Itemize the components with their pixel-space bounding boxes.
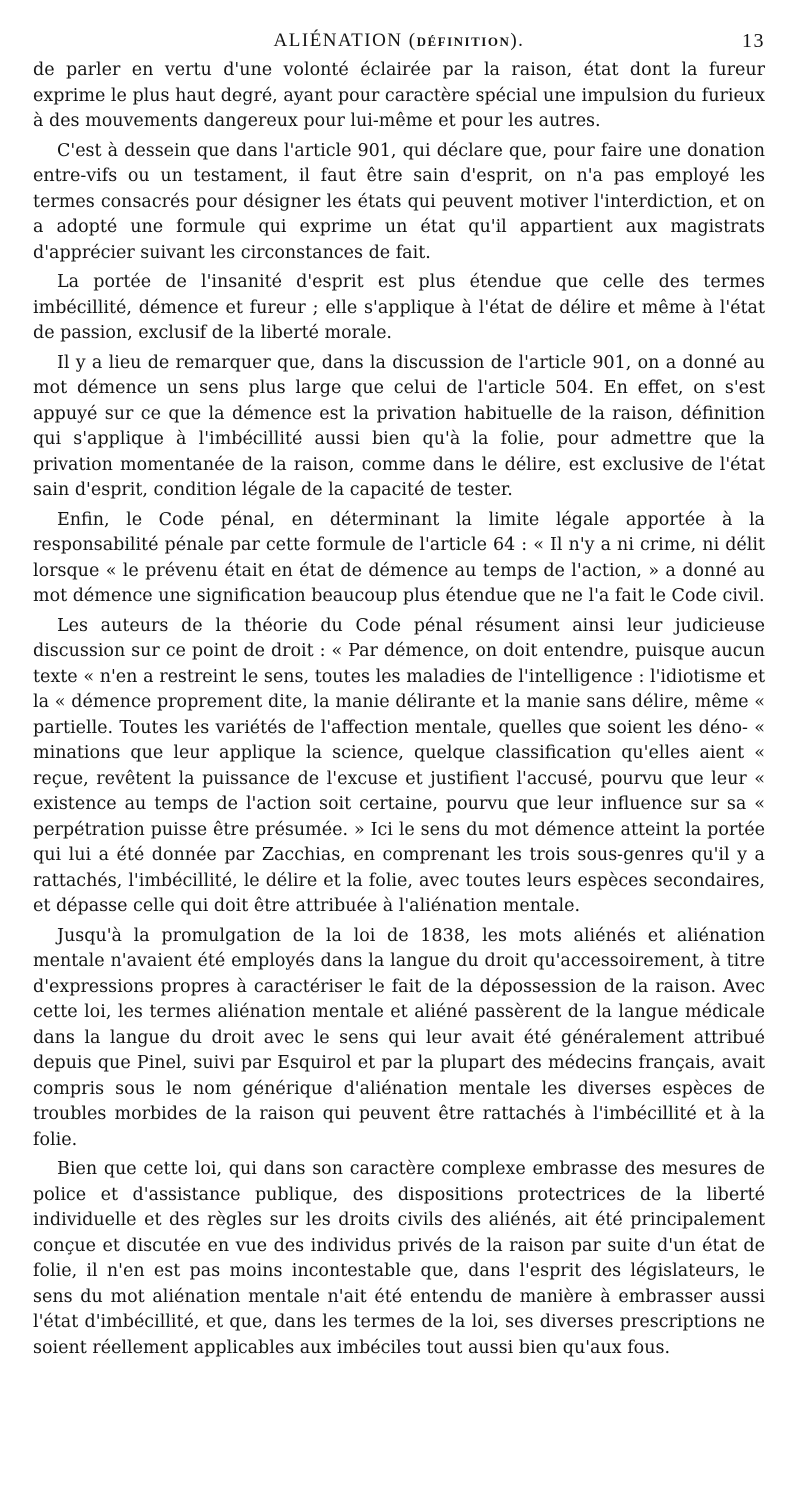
running-title-small-caps: DÉFINITION xyxy=(416,34,511,49)
paragraph-bien-que: Bien que cette loi, qui dans son caractère complexe embrasse des mesures de police et d'assistance publique, des dispositions protectrices de la liberté individuelle et des règles sur les droits civils des aliénés, ait été principalement conçue et discutée en vue des individus privés de la raison par suite d'un état de folie, il n'en est pas moins incontestable que, dans l'esprit des législateurs, le sens du mot aliénation mentale n'ait été entendu de manière à embrasser aussi l'état d'imbécillité, et que, dans les termes de la loi, ses diverses prescriptions ne soient réellement applicables aux imbéciles tout aussi bien qu'aux fous. xyxy=(33,1159,765,1358)
running-title-end: ). xyxy=(510,30,525,51)
running-header xyxy=(33,30,765,58)
page-body xyxy=(33,58,765,1361)
book-page xyxy=(33,30,765,1361)
paragraph-discussion-901: Il y a lieu de remarquer que, dans la discussion de l'article 901, on a donné au mot démence un sens plus large que celui de l'article 504. En effet, on s'est appuyé sur ce que la démence est la privation habituelle de la raison, définition qui s'applique à l'imbécillité aussi bien qu'à la folie, pour admettre que la privation momentanée de la raison, comme dans le délire, est exclusive de l'état sain d'esprit, condition légale de la capacité de tester. xyxy=(33,352,765,500)
paragraph-insanite: La portée de l'insanité d'esprit est plus étendue que celle des termes imbécillité, démence et fureur ; elle s'applique à l'état de délire et même à l'état de passion, exclusif de la liberté morale. xyxy=(33,272,765,343)
page-number: 13 xyxy=(742,30,765,52)
paragraph-continued: de parler en vertu d'une volonté éclairée par la raison, état dont la fureur exprime le plus haut degré, ayant pour caractère spécial une impulsion du furieux à des mouvements dangereux pour lui-même et pour les autres. xyxy=(33,60,765,131)
paragraph-theorie-code-penal: Les auteurs de la théorie du Code pénal résument ainsi leur judicieuse discussion sur ce point de droit : « Par démence, on doit entendre, puisque aucun texte « n'en a restreint le sens, toutes les maladies de l'intelligence : l'idiotisme et la « démence proprement dite, la manie délirante et la manie sans délire, même « partielle. Toutes les variétés de l'affection mentale, quelles que soient les déno- « minations que leur applique la science, quelque classification qu'elles aient « reçue, revêtent la puissance de l'excuse et justifient l'accusé, pourvu que leur « existence au temps de l'action soit certaine, pourvu que leur influence sur sa « perpétration puisse être présumée. » Ici le sens du mot démence atteint la portée qui lui a été donnée par Zacchias, en comprenant les trois sous-genres qu'il y a rattachés, l'imbécillité, le délire et la folie, avec toutes leurs espèces secondaires, et dépasse celle qui doit être attribuée à l'aliénation mentale. xyxy=(33,615,765,916)
running-title-main: ALIÉNATION ( xyxy=(273,30,417,51)
paragraph-loi-1838: Jusqu'à la promulgation de la loi de 1838, les mots aliénés et aliénation mentale n'avaient été employés dans la langue du droit qu'accessoirement, à titre d'expressions propres à caractériser le fait de la dépossession de la raison. Avec cette loi, les termes aliénation mentale et aliéné passèrent de la langue médicale dans la langue du droit avec le sens qui leur avait été généralement attribué depuis que Pinel, suivi par Esquirol et par la plupart des médecins français, avait compris sous le nom générique d'aliénation mentale les diverses espèces de troubles morbides de la raison qui peuvent être rattachés à l'imbécillité et à la folie. xyxy=(33,925,765,1150)
paragraph-article-901: C'est à dessein que dans l'article 901, qui déclare que, pour faire une donation entre-vifs ou un testament, il faut être sain d'esprit, on n'a pas employé les termes consacrés pour désigner les états qui peuvent motiver l'interdiction, et on a adopté une formule qui exprime un état qu'il appartient aux magistrats d'apprécier suivant les circonstances de fait. xyxy=(33,140,765,263)
running-title xyxy=(33,30,765,52)
paragraph-code-penal: Enfin, le Code pénal, en déterminant la limite légale apportée à la responsabilité pénale par cette formule de l'article 64 : « Il n'y a ni crime, ni délit lorsque « le prévenu était en état de démence au temps de l'action, » a donné au mot démence une signification beaucoup plus étendue que ne l'a fait le Code civil. xyxy=(33,509,765,606)
